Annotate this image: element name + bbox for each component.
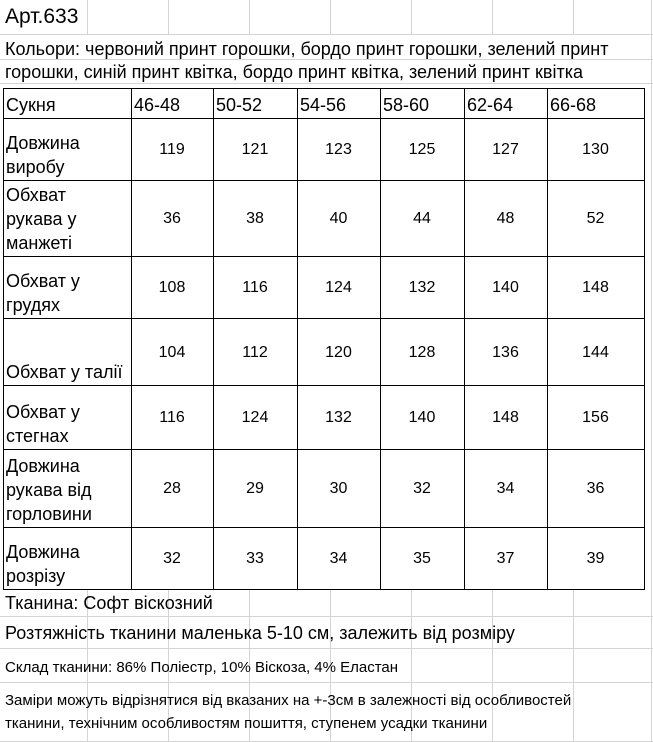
gridline [0, 34, 653, 35]
table-border [3, 318, 645, 319]
table-cell: 121 [241, 141, 269, 158]
table-cell: 32 [163, 550, 181, 567]
table-cell: 34 [496, 480, 515, 497]
row-label: горловини [6, 504, 92, 524]
size-header: 50-52 [216, 95, 263, 115]
table-cell: 108 [158, 279, 186, 296]
table-cell: 52 [586, 210, 605, 227]
table-border [3, 118, 645, 119]
table-cell: 132 [408, 279, 436, 296]
table-cell: 34 [329, 550, 348, 567]
row-label: стегнах [6, 426, 69, 446]
table-border [3, 180, 645, 181]
table-border [547, 88, 548, 590]
table-cell: 119 [159, 141, 185, 158]
disclaimer-line-2: тканини, технічним особливостям пошиття, ступенем усадки тканини [5, 715, 488, 732]
table-cell: 132 [325, 409, 352, 426]
row-label: Обхват у талії [6, 362, 123, 382]
table-border [3, 256, 645, 257]
fabric-type: Тканина: Софт віскозний [5, 593, 213, 613]
table-cell: 144 [582, 344, 609, 361]
disclaimer-line-1: Заміри можуть відрізнятися від вказаних на +-3см в залежності від особливостей [5, 692, 572, 709]
fabric-stretch: Розтяжність тканини маленька 5-10 см, залежить від розміру [5, 623, 515, 643]
gridline [492, 0, 493, 34]
table-cell: 48 [496, 210, 515, 227]
row-label: розрізу [6, 566, 66, 586]
gridline [573, 589, 574, 741]
gridline [87, 0, 88, 34]
gridline [651, 0, 652, 741]
table-cell: 136 [492, 344, 519, 361]
table-cell: 148 [492, 409, 519, 426]
table-cell: 140 [408, 409, 436, 426]
table-cell: 39 [586, 550, 605, 567]
table-border [297, 88, 298, 590]
table-cell: 116 [242, 279, 268, 296]
table-cell: 104 [158, 344, 186, 361]
table-cell: 38 [246, 210, 264, 227]
gridline [0, 648, 653, 649]
gridline [573, 0, 574, 34]
table-cell: 44 [413, 210, 431, 227]
table-cell: 130 [582, 141, 609, 158]
gridline [168, 0, 169, 34]
gridline [0, 682, 653, 683]
table-cell: 116 [159, 409, 185, 426]
size-header: 46-48 [134, 95, 181, 115]
table-cell: 112 [242, 344, 268, 361]
table-border [3, 527, 645, 528]
table-cell: 40 [329, 210, 348, 227]
gridline [411, 0, 412, 34]
table-border [131, 88, 132, 590]
table-cell: 124 [241, 409, 269, 426]
row-label: Довжина [6, 133, 80, 153]
table-cell: 35 [413, 550, 431, 567]
row-label: Довжина [6, 542, 80, 562]
table-cell: 140 [492, 279, 519, 296]
gridline [330, 0, 331, 34]
table-cell: 37 [496, 550, 515, 567]
table-cell: 36 [586, 480, 605, 497]
row-label: грудях [6, 295, 61, 315]
table-border [380, 88, 381, 590]
table-cell: 156 [582, 409, 609, 426]
colors-line-1: Кольори: червоний принт горошки, бордо принт горошки, зелений принт [5, 39, 609, 59]
table-cell: 30 [329, 480, 348, 497]
row-label: виробу [6, 157, 65, 177]
table-cell: 28 [163, 480, 181, 497]
table-border [3, 589, 645, 590]
table-cell: 120 [325, 344, 352, 361]
row-label: рукава від [6, 480, 92, 500]
table-border [3, 385, 645, 386]
table-border [644, 88, 645, 590]
gridline [492, 589, 493, 741]
colors-line-2: горошки, синій принт квітка, бордо принт квітка, зелений принт квітка [5, 62, 583, 82]
table-cell: 128 [408, 344, 436, 361]
size-header: 54-56 [300, 95, 347, 115]
table-cell: 36 [163, 210, 181, 227]
table-corner-label: Сукня [6, 95, 56, 115]
table-border [213, 88, 214, 590]
table-cell: 127 [492, 141, 519, 158]
table-border [3, 449, 645, 450]
fabric-composition: Склад тканини: 86% Поліестр, 10% Віскоза, 4% Еластан [5, 659, 399, 676]
size-header: 62-64 [467, 95, 514, 115]
table-cell: 124 [325, 279, 352, 296]
row-label: Обхват у [6, 402, 80, 422]
row-label: Обхват [6, 185, 66, 205]
row-label: Довжина [6, 456, 80, 476]
table-border [3, 88, 645, 89]
row-label: манжеті [6, 233, 73, 253]
size-header: 66-68 [550, 95, 597, 115]
size-header: 58-60 [383, 95, 430, 115]
table-border [3, 88, 4, 590]
article-number: Арт.633 [5, 5, 79, 28]
gridline [0, 616, 653, 617]
gridline [249, 0, 250, 34]
table-cell: 33 [246, 550, 264, 567]
table-border [464, 88, 465, 590]
table-cell: 148 [582, 279, 609, 296]
row-label: Обхват у [6, 271, 80, 291]
table-cell: 32 [413, 480, 431, 497]
row-label: рукава у [6, 209, 77, 229]
table-cell: 29 [246, 480, 264, 497]
table-cell: 125 [408, 141, 436, 158]
table-cell: 123 [325, 141, 352, 158]
